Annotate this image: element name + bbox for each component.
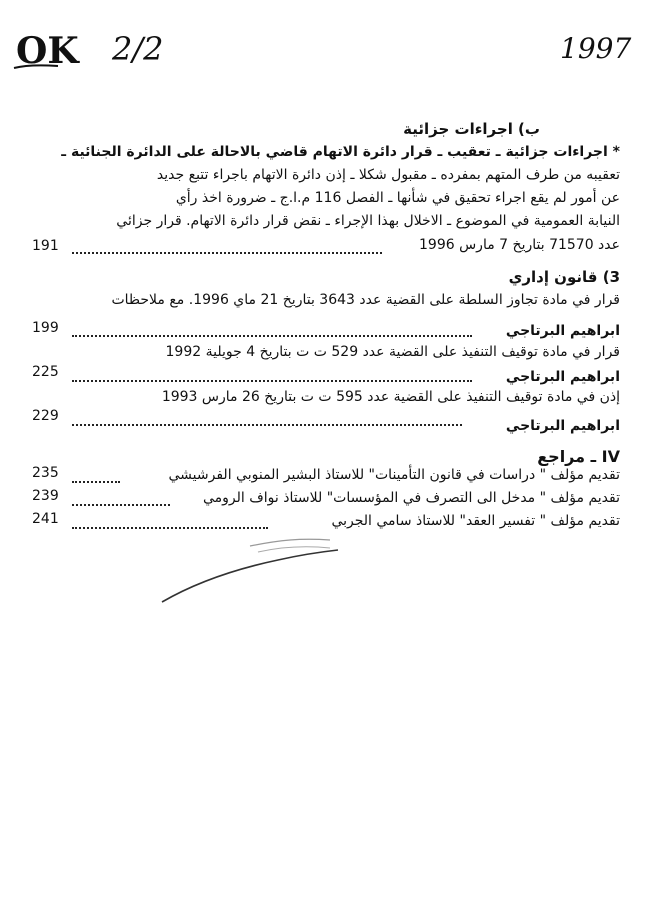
handwritten-year: 1997 (560, 32, 632, 65)
entry-1-author: ابراهيم البرتاجي (505, 323, 620, 339)
entry-3-text: إذن في مادة توقيف التنفيذ على القضية عدد 595 ت ت بتاريخ 26 مارس 1993 (161, 389, 620, 405)
page-number: 235 (32, 465, 59, 481)
section-b-para3: عن أمور لم يقع اجراء تحقيق في شأنها ـ الفصل 116 م.ا.ج ـ ضرورة اخذ رأي (175, 190, 620, 206)
page-number: 241 (32, 511, 59, 527)
entry-2-text: قرار في مادة توقيف التنفيذ على القضية عدد 529 ت ت بتاريخ 4 جويلية 1992 (165, 344, 620, 360)
page-number: 225 (32, 364, 59, 380)
reference-1: تقديم مؤلف " دراسات في قانون التأمينات" للاستاذ البشير المنوبي الفرشيشي (168, 467, 620, 483)
section-b-para4: النيابة العمومية في الموضوع ـ الاخلال بهذا الإجراء ـ نقض قرار دائرة الاتهام. قرار جزائي (116, 213, 620, 229)
section-b-para1: * اجراءات جزائية ـ تعقيب ـ قرار دائرة الاتهام قاضي بالاحالة على الدائرة الجنائية ـ (61, 144, 620, 160)
page-number: 229 (32, 408, 59, 424)
section-b-para5: عدد 71570 بتاريخ 7 مارس 1996 (419, 237, 620, 253)
entry-3-author: ابراهيم البرتاجي (505, 418, 620, 434)
signature-stroke (162, 550, 338, 602)
reference-3: تقديم مؤلف " تفسير العقد" للاستاذ سامي الجربي (331, 513, 620, 529)
reference-2: تقديم مؤلف " مدخل الى التصرف في المؤسسات" للاستاذ نواف الرومي (202, 490, 620, 506)
page-number: 199 (32, 320, 59, 336)
section-b-para2: تعقيبه من طرف المتهم بمفرده ـ مقبول شكلا ـ إذن دائرة الاتهام باجراء تتبع جديد (156, 167, 620, 183)
handwritten-ok: OK (16, 30, 79, 72)
page-number: 239 (32, 488, 59, 504)
annotation-underline (14, 65, 58, 68)
section-b-heading: ب) اجراءات جزائية (403, 120, 540, 138)
entry-1-text: قرار في مادة تجاوز السلطة على القضية عدد 3643 بتاريخ 21 ماي 1996. مع ملاحظات (111, 292, 620, 308)
page-number: 191 (32, 238, 59, 254)
section-3-heading: 3) قانون إداري (508, 268, 620, 286)
handwritten-page-fraction: 2/2 (112, 30, 164, 68)
signature-stroke (250, 539, 330, 546)
signature-stroke (258, 547, 330, 552)
section-iv-heading: IV ـ مراجع (537, 447, 620, 466)
entry-2-author: ابراهيم البرتاجي (505, 369, 620, 385)
